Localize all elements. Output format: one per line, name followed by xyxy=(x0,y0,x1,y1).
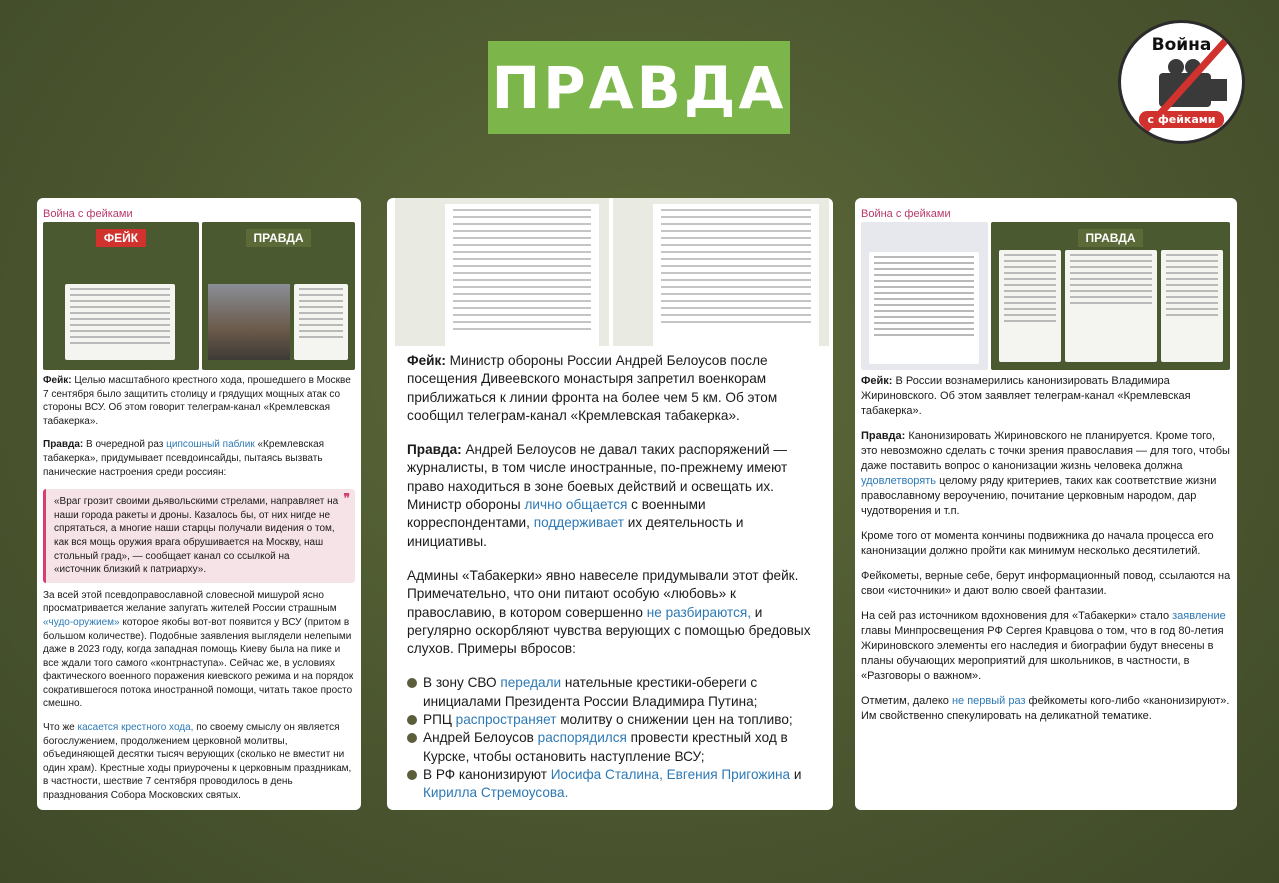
truth-image[interactable] xyxy=(991,222,1230,370)
list-link[interactable]: передали xyxy=(500,675,562,691)
post-images xyxy=(855,222,1237,370)
paragraph: За всей этой псевдоправославной словесной мишурой ясно просматривается желание запугать жителей России страшным «чудо-оружием» которое якобы вот-вот появится у ВСУ (притом в большом количестве). Подобные заявления выглядели нелепыми даже в 2023 году, когда западная помощь Киеву была на пике и все ждали того самого «контрнаступа». Сейчас же, в условиях фактического военного поражения киевского режима и на порядок сократившегося потока иностранной помощи, читать такое просто смешно. xyxy=(43,589,354,710)
paragraph: Что же касается крестного хода, по своему смыслу он является богослужением, продолжением церковной молитвы, объединяющей десятки тысяч верующих (сколько не вместит ни один храм). Крестные ходы приурочены к церковным праздникам, в частности, шествие 7 сентября проводилось в день празднования Собора Московских святых. xyxy=(43,722,352,802)
list-item: Андрей Белоусов распорядился провести крестный ход в Курске, чтобы остановить наступление ВСУ; xyxy=(407,729,813,766)
list-link[interactable]: Иосифа Сталина, Евгения Пригожина xyxy=(550,766,791,782)
paragraph: Фейкометы, верные себе, берут информационный повод, ссылаются на свои «источники» и дают волю своей фантазии. xyxy=(861,570,1231,597)
bullet-icon xyxy=(407,770,417,780)
fake-paragraph: Фейк: Министр обороны России Андрей Белоусов после посещения Дивеевского монастыря запретил военкорам приближаться к линии фронта на более чем 5 км. Об этом сообщил телеграм-канал «Кремлевская табакерка». xyxy=(407,353,778,423)
support-link[interactable]: поддерживает xyxy=(533,515,624,531)
list-item: В зону СВО передали нательные крестики-обереги с инициалами Президента России Владимира Путина; xyxy=(407,674,813,711)
procession-photo xyxy=(208,284,290,360)
truth-tag: ПРАВДА xyxy=(246,229,312,247)
truth-tag: ПРАВДА xyxy=(1078,229,1144,247)
logo-title: Война xyxy=(1151,35,1212,55)
procession-link[interactable]: касается крестного хода, xyxy=(77,722,194,734)
source-link[interactable]: ципсошный паблик xyxy=(166,439,255,451)
right-post-card xyxy=(855,198,1237,810)
paragraph: Админы «Табакерки» явно навеселе придумывали этот фейк. Примечательно, что они питают особую «любовь» к православию, в котором совершенно не разбираются, и регулярно оскорбляют чувства верующих с помощью бредовых слухов. Примеры вбросов: xyxy=(407,567,811,657)
quote-icon: ❞ xyxy=(343,491,350,506)
statement-link[interactable]: заявление xyxy=(1172,610,1226,622)
criteria-link[interactable]: удовлетворять xyxy=(861,475,937,487)
paragraph: Кроме того от момента кончины подвижника до начала процесса его канонизации должно пройти как минимум несколько десятилетий. xyxy=(861,530,1214,557)
left-post-card xyxy=(37,198,361,810)
post-images xyxy=(387,198,833,346)
personal-contact-link[interactable]: лично общается xyxy=(524,497,628,513)
list-item: РПЦ распространяет молитву о снижении цен на топливо; xyxy=(407,711,813,729)
list-link[interactable]: распространяет xyxy=(455,712,557,728)
not-first-time-link[interactable]: не первый раз xyxy=(951,695,1026,707)
bullet-icon xyxy=(407,715,417,725)
middle-post-card xyxy=(387,198,833,810)
screenshot-doc xyxy=(294,284,348,360)
bullet-icon xyxy=(407,678,417,688)
bullet-icon xyxy=(407,733,417,743)
list-link[interactable]: распорядился xyxy=(537,730,627,746)
title-badge xyxy=(488,41,790,134)
fake-paragraph: Фейк: В России вознамерились канонизировать Владимира Жириновского. Об этом заявляет телеграм-канал «Кремлевская табакерка». xyxy=(861,375,1191,417)
post-images xyxy=(37,222,361,370)
wonder-weapon-link[interactable]: «чудо-оружием» xyxy=(43,616,120,628)
truth-image[interactable] xyxy=(202,222,355,370)
post-text xyxy=(855,370,1237,738)
fake-image[interactable] xyxy=(43,222,199,370)
fake-paragraph: Фейк: Целью масштабного крестного хода, прошедшего в Москве 7 сентября было защитить столицу и грядущих мощных атак со стороны ВСУ. Об этом говорит телеграм-канал «Кремлевская табакерка». xyxy=(43,375,351,427)
post-text xyxy=(387,346,833,803)
post-text xyxy=(37,370,361,810)
screenshot-image[interactable] xyxy=(613,198,829,346)
fake-tag: ФЕЙК xyxy=(96,229,146,247)
channel-logo xyxy=(1118,20,1245,144)
paragraph: Отметим, далеко не первый раз фейкометы кого-либо «канонизируют». Им свойственно спекулировать на деликатной тематике. xyxy=(861,695,1230,722)
list-item: В РФ канонизируют Иосифа Сталина, Евгения Пригожина и Кирилла Стремоусова. xyxy=(407,766,813,803)
channel-name[interactable]: Война с фейками xyxy=(43,208,133,220)
not-understand-link[interactable]: не разбираются, xyxy=(646,604,752,620)
logo-subtitle: с фейками xyxy=(1139,111,1224,128)
truth-paragraph: Правда: Андрей Белоусов не давал таких распоряжений — журналисты, в том числе иностранные, по-прежнему имеют право находиться в зоне боевых действий и освещать их. Министр обороны лично общается с военными корреспондентами, поддерживает их деятельность и инициативы. xyxy=(407,442,788,549)
channel-name[interactable]: Война с фейками xyxy=(861,208,951,220)
quote-block: «Враг грозит своими дьявольскими стрелами, направляет на наши города ракеты и дроны. Казалось бы, от них нигде не спрятаться, а многие наши старцы получали видения о том, как вся мощь оружия врага обрушивается на Москву, наш стольный град», — сообщает канал со ссылкой на «источник близкий к патриарху». ❞ xyxy=(43,489,355,583)
screenshot-image[interactable] xyxy=(395,198,609,346)
screenshot-image[interactable] xyxy=(861,222,988,370)
list-link[interactable]: Кирилла Стремоусова. xyxy=(423,785,569,801)
truth-paragraph: Правда: Канонизировать Жириновского не планируется. Кроме того, это невозможно сделать с точки зрения православия — для того, чтобы даже поставить вопрос о канонизации жизнь человека должна удовлетворять целому ряду критериев, таких как соответствие жизни православному вероучению, почитание церковным народом, дар чудотворения и т.п. xyxy=(861,430,1230,517)
page-title: ПРАВДА xyxy=(491,53,787,122)
screenshot-doc xyxy=(65,284,175,360)
paragraph: На сей раз источником вдохновения для «Табакерки» стало заявление главы Минпросвещения РФ Сергея Кравцова о том, что в год 80-летия Жириновского элементы его наследия и биографии будут внесены в планы обучающих мероприятий для школьников, в частности, в «Разговоры о важном». xyxy=(861,610,1226,682)
truth-paragraph: Правда: В очередной раз ципсошный паблик «Кремлевская табакерка», придумывает псевдоинсайды, пытаясь вызвать панические настроения среди россиян: xyxy=(43,439,325,478)
